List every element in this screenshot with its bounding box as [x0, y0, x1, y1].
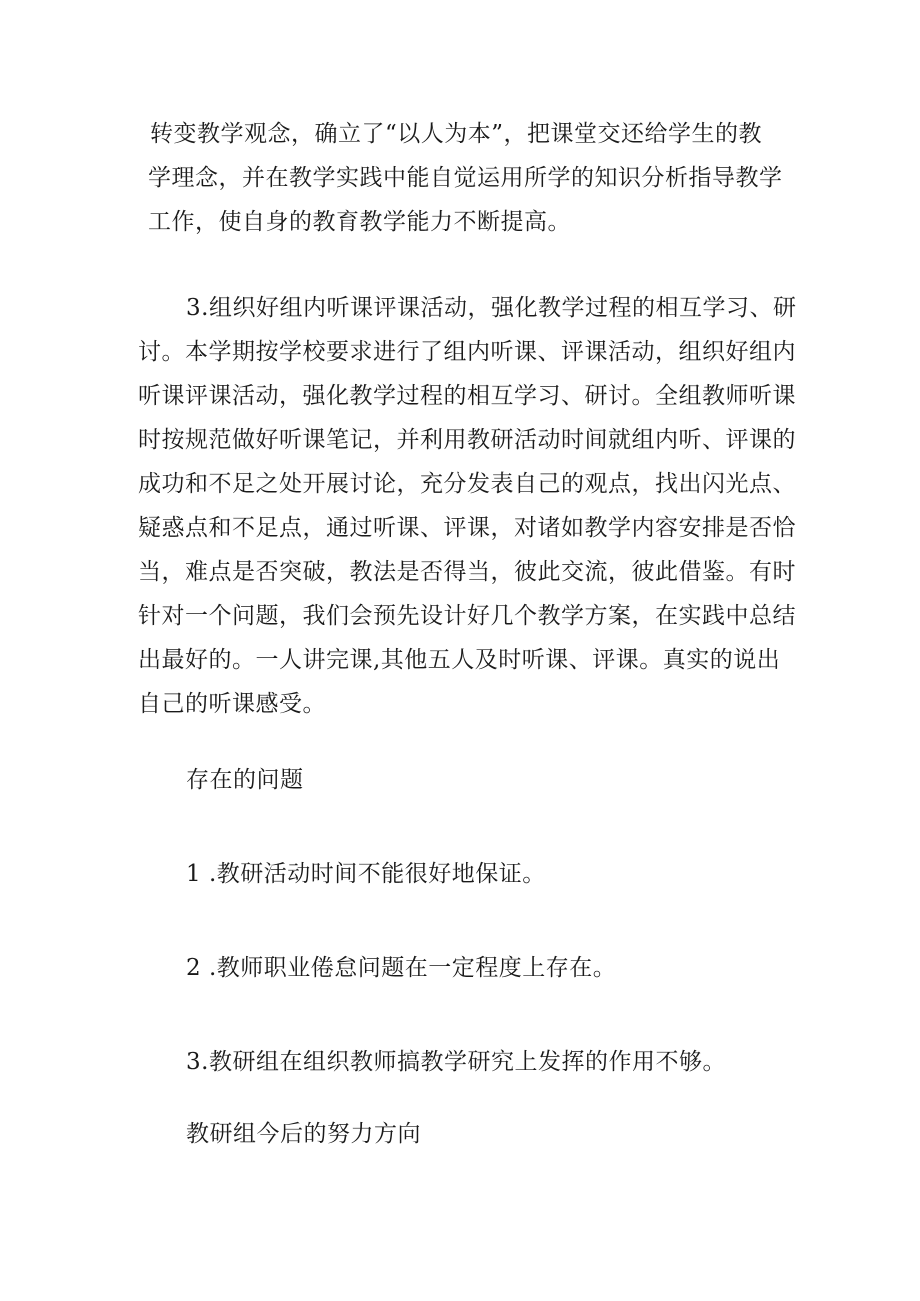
- paragraph-lesson-observation: [138, 286, 796, 726]
- text-line: 时按规范做好听课笔记，并利用教研活动时间就组内听、评课的: [138, 427, 796, 453]
- problem-item-3: 3.教研组在组织教师搞教学研究上发挥的作用不够。: [186, 1049, 726, 1075]
- text-line: 转变教学观念，确立了“以人为本”，把课堂交还给学生的教: [150, 121, 763, 147]
- text-line: 针对一个问题，我们会预先设计好几个教学方案，在实践中总结: [138, 603, 796, 629]
- text-line: 学理念，并在教学实践中能自觉运用所学的知识分析指导教学: [148, 165, 783, 191]
- paragraph-teaching-concept: [150, 112, 783, 244]
- text-line: 出最好的。一人讲完课,其他五人及时听课、评课。真实的说出: [138, 647, 781, 673]
- heading-direction: 教研组今后的努力方向: [186, 1121, 421, 1147]
- problem-item-2: 2 .教师职业倦怠问题在一定程度上存在。: [186, 955, 617, 981]
- text-line: 自己的听课感受。: [138, 691, 326, 717]
- text-line: 3.组织好组内听课评课活动，强化教学过程的相互学习、研: [186, 295, 797, 321]
- heading-problems: 存在的问题: [186, 767, 304, 793]
- text-line: 听课评课活动，强化教学过程的相互学习、研讨。全组教师听课: [138, 383, 796, 409]
- text-line: 当，难点是否突破，教法是否得当，彼此交流，彼此借鉴。有时: [138, 559, 796, 585]
- text-line: 成功和不足之处开展讨论，充分发表自己的观点，找出闪光点、: [138, 471, 796, 497]
- text-line: 工作，使自身的教育教学能力不断提高。: [148, 209, 571, 235]
- problem-item-1: 1 .教研活动时间不能很好地保证。: [186, 861, 546, 887]
- text-line: 疑惑点和不足点，通过听课、评课，对诸如教学内容安排是否恰: [138, 515, 796, 541]
- text-line: 讨。本学期按学校要求进行了组内听课、评课活动，组织好组内: [138, 339, 796, 365]
